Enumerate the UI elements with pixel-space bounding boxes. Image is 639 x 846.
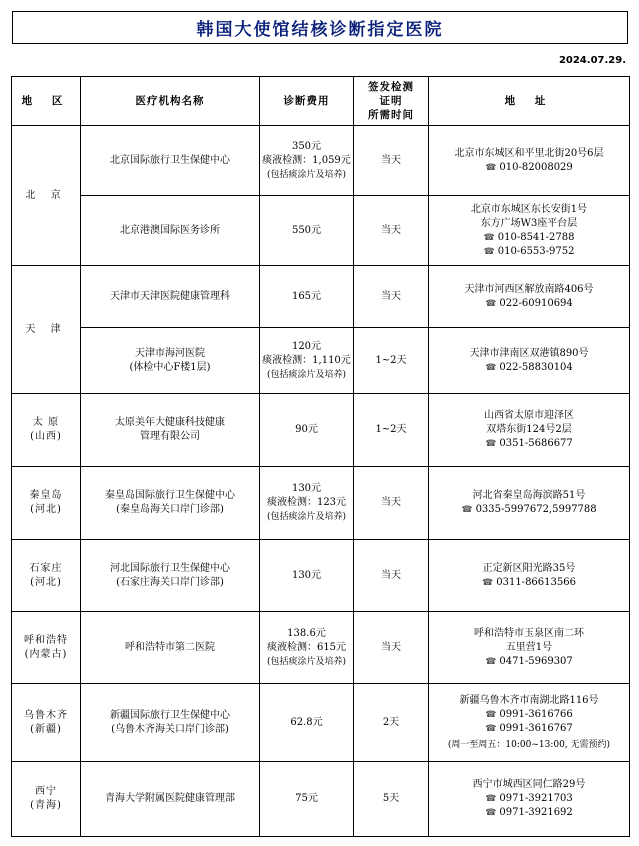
processing-time-cell: 1~2天: [354, 394, 429, 467]
text-line: 秦皇岛国际旅行卫生保健中心: [105, 490, 235, 501]
address-cell: [429, 394, 630, 467]
text-line: 正定新区阳光路35号: [482, 562, 576, 574]
hospital-name-cell: [81, 762, 260, 837]
phone-icon: ☎: [485, 439, 497, 449]
text-line: 青海大学附属医院健康管理部: [105, 793, 235, 804]
table-row: [12, 612, 630, 684]
hospital-name-cell: [81, 394, 260, 467]
text-line: 新疆乌鲁木齐市南湖北路116号: [459, 694, 599, 706]
document-date: 2024.07.29.: [558, 55, 626, 66]
phone-number: ☎ 0971-3921692: [485, 807, 573, 818]
phone-icon: ☎: [485, 808, 497, 818]
fee-cell: [260, 467, 354, 540]
processing-time-cell: 5天: [354, 762, 429, 837]
table-row: [12, 762, 630, 837]
text-line: 西宁市城西区同仁路29号: [472, 779, 586, 790]
text-line: 北京市东城区和平里北街20号6层: [454, 147, 604, 159]
processing-time-cell: 当天: [354, 612, 429, 684]
hospital-table: [11, 76, 630, 837]
text-line: 北京港澳国际医务诊所: [120, 224, 220, 236]
fee-line: 62.8元: [290, 716, 323, 728]
text-line: 太原美年大健康科技健康: [115, 417, 225, 428]
phone-icon: ☎: [485, 656, 497, 667]
address-cell: [429, 266, 630, 328]
address-cell: [429, 684, 630, 762]
phone-number: ☎ 0351-5686677: [485, 438, 573, 449]
text-line: (河北): [30, 504, 62, 515]
hospital-name-cell: [81, 467, 260, 540]
fee-line: 130元: [291, 483, 322, 494]
text-line: 北 京: [25, 189, 67, 201]
address-cell: [429, 328, 630, 394]
processing-time-cell: 当天: [354, 126, 429, 196]
text-line: 天津市海河医院: [135, 347, 205, 359]
region-cell: [12, 612, 81, 684]
text-line: 河北省秦皇岛海滨路51号: [472, 490, 586, 501]
processing-time-cell: 当天: [354, 467, 429, 540]
fee-cell: [260, 196, 354, 266]
fee-line: 痰液检测：1,059元: [262, 154, 351, 166]
phone-number: ☎ 0991-3616766: [485, 708, 573, 720]
hospital-name-cell: [81, 196, 260, 266]
text-line: (体检中心F楼1层): [129, 361, 211, 373]
text-line: 呼和浩特市玉泉区南二环: [474, 627, 584, 639]
text-line: 秦皇岛: [29, 490, 63, 501]
header-time: 签发检测 证明 所需时间: [354, 77, 429, 126]
hospital-name-cell: [81, 540, 260, 612]
region-cell: [12, 394, 81, 467]
text-line: 五里营1号: [505, 641, 553, 653]
text-line: 乌鲁木齐: [24, 709, 68, 721]
text-line: 山西省太原市迎泽区: [484, 410, 574, 421]
hospital-name-cell: [81, 328, 260, 394]
fee-line: 130元: [291, 569, 322, 581]
text-line: 北京国际旅行卫生保健中心: [110, 154, 230, 166]
region-cell: [12, 467, 81, 540]
phone-icon: ☎: [485, 723, 497, 734]
phone-icon: ☎: [485, 362, 497, 373]
text-line: (乌鲁木齐海关口岸门诊部): [111, 723, 229, 735]
text-line: 天津市津南区双港镇890号: [469, 347, 589, 359]
header-hospital: 医疗机构名称: [81, 77, 260, 126]
table-row: [12, 684, 630, 762]
text-line: 东方广场W3座平台层: [480, 217, 578, 229]
phone-icon: ☎: [485, 162, 497, 173]
fee-line: (包括痰涂片及培养): [266, 512, 347, 522]
table-row: [12, 328, 630, 394]
phone-icon: ☎: [485, 709, 497, 720]
header-address: 地 址: [429, 77, 630, 126]
table-row: [12, 126, 630, 196]
phone-icon: ☎: [485, 298, 497, 309]
text-line: (秦皇岛海关口岸门诊部): [116, 504, 224, 515]
table-row: [12, 540, 630, 612]
text-line: 天 津: [25, 323, 67, 335]
hospital-name-cell: [81, 684, 260, 762]
fee-line: 90元: [295, 424, 318, 435]
text-line: 北京市东城区东长安街1号: [470, 203, 588, 215]
phone-number: ☎ 0335-5997672,5997788: [461, 504, 597, 515]
fee-line: 痰液检测：615元: [266, 641, 347, 653]
fee-cell: [260, 266, 354, 328]
fee-line: 550元: [291, 224, 322, 236]
phone-icon: ☎: [483, 232, 495, 243]
text-line: 呼和浩特市第二医院: [125, 641, 215, 653]
processing-time-cell: 当天: [354, 540, 429, 612]
text-line: 新疆国际旅行卫生保健中心: [110, 709, 230, 721]
fee-line: 350元: [291, 140, 322, 152]
fee-line: 165元: [291, 290, 322, 302]
phone-number: ☎ 0471-5969307: [485, 655, 573, 667]
text-line: 双塔东街124号2层: [486, 424, 572, 435]
text-line: 河北国际旅行卫生保健中心: [110, 562, 230, 574]
fee-cell: [260, 612, 354, 684]
address-cell: [429, 467, 630, 540]
page-title: 韩国大使馆结核诊断指定医院: [12, 11, 628, 44]
fee-line: 120元: [291, 340, 322, 352]
address-cell: [429, 762, 630, 837]
fee-line: 138.6元: [287, 627, 326, 639]
processing-time-cell: 当天: [354, 266, 429, 328]
fee-line: 75元: [295, 793, 318, 804]
address-cell: [429, 126, 630, 196]
fee-cell: [260, 126, 354, 196]
text-line: (石家庄海关口岸门诊部): [116, 576, 224, 588]
text-line: 呼和浩特: [24, 634, 68, 646]
hospital-name-cell: [81, 612, 260, 684]
fee-cell: [260, 540, 354, 612]
processing-time-cell: 当天: [354, 196, 429, 266]
region-cell: [12, 684, 81, 762]
header-fee: 诊断费用: [260, 77, 354, 126]
fee-line: 痰液检测：123元: [266, 497, 347, 508]
phone-number: ☎ 010-6553-9752: [483, 245, 575, 257]
text-line: 天津市天津医院健康管理科: [110, 290, 230, 302]
processing-time-cell: 1~2天: [354, 328, 429, 394]
address-cell: [429, 196, 630, 266]
region-cell: [12, 762, 81, 837]
processing-time-cell: 2天: [354, 684, 429, 762]
fee-cell: [260, 684, 354, 762]
address-cell: [429, 540, 630, 612]
fee-line: (包括痰涂片及培养): [266, 656, 347, 667]
region-cell: [12, 126, 81, 266]
phone-number: ☎ 0971-3921703: [485, 793, 573, 804]
fee-cell: [260, 762, 354, 837]
text-line: 管理有限公司: [140, 431, 200, 442]
phone-number: ☎ 0311-86613566: [482, 576, 576, 588]
fee-line: (包括痰涂片及培养): [266, 169, 347, 180]
hours-note: (周一至周五：10:00~13:00, 无需预约): [447, 739, 611, 750]
header-region: 地 区: [12, 77, 81, 126]
header-row: [12, 77, 630, 126]
phone-icon: ☎: [483, 246, 495, 257]
phone-icon: ☎: [461, 505, 473, 515]
text-line: (新疆): [30, 723, 62, 735]
text-line: (内蒙古): [24, 648, 68, 660]
table-row: [12, 467, 630, 540]
phone-icon: ☎: [482, 577, 494, 588]
text-line: 石家庄: [29, 562, 63, 574]
text-line: (山西): [30, 431, 62, 442]
phone-number: ☎ 010-82008029: [485, 161, 573, 173]
fee-line: 痰液检测：1,110元: [262, 354, 351, 366]
region-cell: [12, 266, 81, 394]
phone-number: ☎ 022-58830104: [485, 361, 573, 373]
text-line: 天津市河西区解放南路406号: [464, 283, 594, 295]
fee-cell: [260, 328, 354, 394]
fee-cell: [260, 394, 354, 467]
hospital-name-cell: [81, 126, 260, 196]
phone-number: ☎ 010-8541-2788: [483, 231, 575, 243]
text-line: 西宁: [35, 786, 57, 797]
hospital-name-cell: [81, 266, 260, 328]
phone-number: ☎ 0991-3616767: [485, 722, 573, 734]
table-row: [12, 266, 630, 328]
text-line: 太 原: [32, 417, 60, 428]
table-row: [12, 394, 630, 467]
region-cell: [12, 540, 81, 612]
phone-icon: ☎: [485, 794, 497, 804]
text-line: (河北): [30, 576, 62, 588]
fee-line: (包括痰涂片及培养): [266, 369, 347, 380]
address-cell: [429, 612, 630, 684]
table-row: [12, 196, 630, 266]
text-line: (青海): [30, 800, 62, 811]
phone-number: ☎ 022-60910694: [485, 297, 573, 309]
